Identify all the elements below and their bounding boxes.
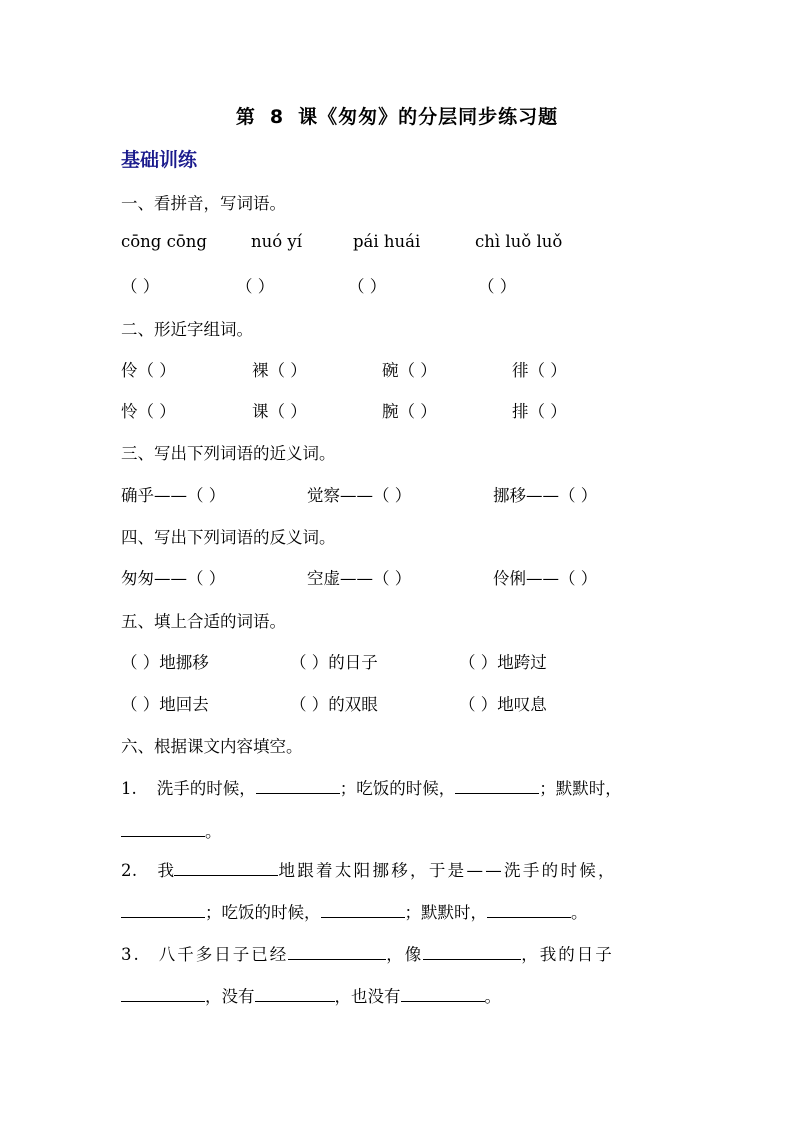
- pinyin-1: cōng cōng: [121, 232, 207, 251]
- question-3-number: 3.: [121, 945, 141, 964]
- pinyin-answer-2[interactable]: （ ）: [236, 277, 275, 296]
- pinyin-answer-3[interactable]: （ ）: [348, 277, 387, 296]
- form-char-1-4[interactable]: 徘（ ）: [512, 361, 567, 380]
- question-3-text-d: ，没有: [205, 987, 255, 1006]
- answer-blank[interactable]: [455, 776, 539, 794]
- fill-word-1-2[interactable]: （ ）的日子: [290, 653, 378, 672]
- pinyin-2: nuó yí: [251, 232, 303, 251]
- form-char-1-3[interactable]: 碗（ ）: [382, 361, 437, 380]
- question-1-text-b: ；吃饭的时候，: [339, 779, 456, 798]
- question-3-text-e: ，也没有: [334, 987, 401, 1006]
- title-text: 课《匆匆》的分层同步练习题: [298, 106, 559, 128]
- question-3-text-f: 。: [484, 987, 501, 1006]
- question-1-text-d: 。: [205, 822, 222, 841]
- answer-blank[interactable]: [321, 900, 405, 918]
- question-1-cont: [121, 818, 222, 842]
- question-2: [121, 857, 617, 881]
- question-1-text-a: 洗手的时候，: [156, 779, 256, 798]
- question-2-text-a: 我: [157, 861, 175, 880]
- form-char-1-1[interactable]: 伶（ ）: [121, 361, 176, 380]
- question-3: [121, 941, 614, 965]
- question-3-text-a: 八千多日子已经: [158, 945, 289, 964]
- question-2-cont: [121, 899, 588, 923]
- antonym-1[interactable]: 匆匆——（ ）: [121, 569, 226, 588]
- section-2-heading: 二、形近字组词。: [121, 320, 253, 339]
- answer-blank[interactable]: [255, 984, 335, 1002]
- form-char-2-3[interactable]: 腕（ ）: [382, 402, 437, 421]
- section-5-heading: 五、填上合适的词语。: [121, 612, 286, 631]
- answer-blank[interactable]: [288, 942, 386, 960]
- answer-blank[interactable]: [256, 776, 340, 794]
- answer-blank[interactable]: [121, 819, 205, 837]
- pinyin-4: chì luǒ luǒ: [475, 232, 563, 251]
- form-char-2-2[interactable]: 课（ ）: [252, 402, 307, 421]
- answer-blank[interactable]: [401, 984, 485, 1002]
- fill-word-2-3[interactable]: （ ）地叹息: [459, 695, 547, 714]
- answer-blank[interactable]: [423, 942, 521, 960]
- section-4-heading: 四、写出下列词语的反义词。: [121, 528, 336, 547]
- answer-blank[interactable]: [487, 900, 571, 918]
- section-6-heading: 六、根据课文内容填空。: [121, 737, 303, 756]
- title-number: 8: [269, 106, 285, 128]
- question-3-text-c: ，我的日子: [521, 945, 614, 964]
- question-1: [121, 775, 622, 799]
- answer-blank[interactable]: [121, 900, 205, 918]
- question-1-number: 1.: [121, 779, 137, 798]
- fill-word-2-2[interactable]: （ ）的双眼: [290, 695, 378, 714]
- page-title: [0, 102, 794, 129]
- section-subtitle: 基础训练: [121, 149, 198, 171]
- question-1-text-c: ；默默时，: [539, 779, 622, 798]
- section-1-heading: 一、看拼音，写词语。: [121, 194, 286, 213]
- title-lesson: 第: [235, 106, 256, 128]
- fill-word-1-3[interactable]: （ ）地跨过: [459, 653, 547, 672]
- antonym-3[interactable]: 伶俐——（ ）: [493, 569, 598, 588]
- fill-word-2-1[interactable]: （ ）地回去: [121, 695, 209, 714]
- fill-word-1-1[interactable]: （ ）地挪移: [121, 653, 209, 672]
- antonym-2[interactable]: 空虚——（ ）: [307, 569, 412, 588]
- pinyin-answer-4[interactable]: （ ）: [478, 277, 517, 296]
- synonym-1[interactable]: 确乎——（ ）: [121, 486, 226, 505]
- pinyin-answer-1[interactable]: （ ）: [121, 277, 160, 296]
- synonym-2[interactable]: 觉察——（ ）: [307, 486, 412, 505]
- question-2-text-c: ；吃饭的时候，: [205, 903, 321, 922]
- answer-blank[interactable]: [121, 984, 205, 1002]
- section-3-heading: 三、写出下列词语的近义词。: [121, 444, 336, 463]
- synonym-3[interactable]: 挪移——（ ）: [493, 486, 598, 505]
- form-char-2-4[interactable]: 排（ ）: [512, 402, 567, 421]
- answer-blank[interactable]: [174, 858, 278, 876]
- question-2-text-d: ；默默时，: [404, 903, 487, 922]
- question-2-text-e: 。: [571, 903, 588, 922]
- question-2-number: 2.: [121, 861, 138, 880]
- form-char-2-1[interactable]: 怜（ ）: [121, 402, 176, 421]
- question-3-cont: [121, 983, 501, 1007]
- question-3-text-b: ，像: [386, 945, 424, 964]
- form-char-1-2[interactable]: 裸（ ）: [252, 361, 307, 380]
- question-2-text-b: 地跟着太阳挪移，于是——洗手的时候，: [278, 861, 617, 880]
- pinyin-3: pái huái: [353, 232, 421, 251]
